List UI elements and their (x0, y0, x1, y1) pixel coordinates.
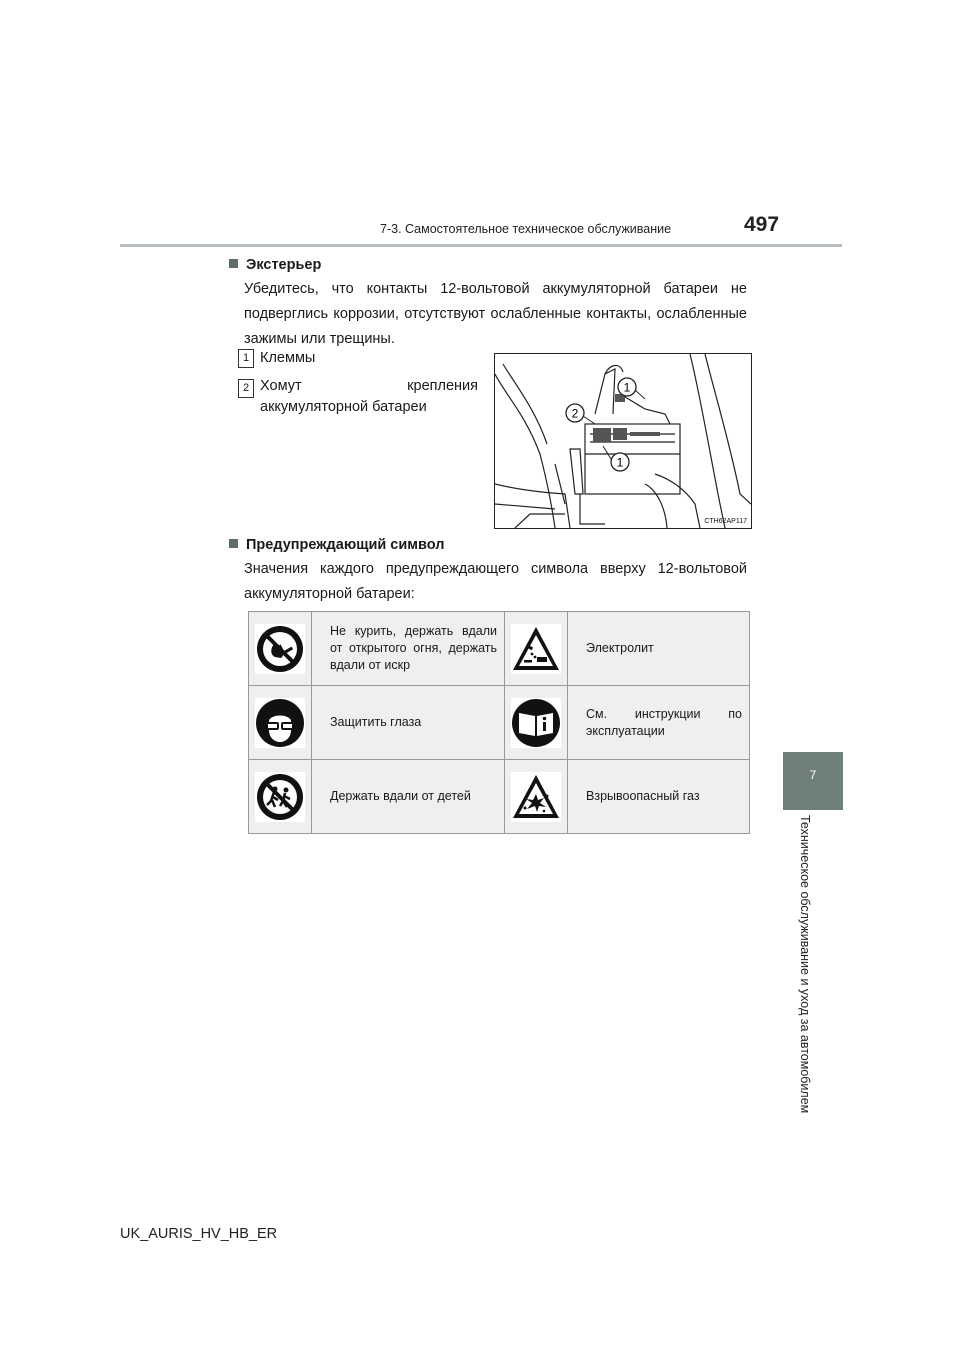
figure-marker-1-top: 1 (623, 380, 631, 395)
document-code: UK_AURIS_HV_HB_ER (120, 1226, 278, 1242)
callout-label-clamp-line1: Хомут крепления (260, 378, 478, 394)
warning-heading-text: Предупреждающий символ (246, 537, 445, 553)
table-cell-icon (249, 686, 312, 760)
warning-paragraph: Значения каждого предупреждающего символа вверху 12-вольтовой аккумуляторной батареи: (244, 561, 747, 602)
table-cell-label: Не курить, держать вдали от открытого огня, держать вдали от искр (312, 612, 505, 686)
figure-marker-1-bottom: 1 (616, 455, 624, 470)
warning-heading (229, 537, 444, 553)
figure-code: CTH62AP117 (704, 518, 747, 525)
running-header-section: 7-3. Самостоятельное техническое обслуживание (380, 222, 672, 236)
heading-square-icon (229, 539, 238, 548)
table-row (249, 686, 750, 760)
exterior-paragraph: Убедитесь, что контакты 12-вольтовой аккумуляторной батареи не подверглись коррозии, отсутствуют ослабленные контакты, ослабленные зажимы или трещины. (244, 281, 747, 347)
callout-number-1: 1 (238, 349, 254, 368)
heading-square-icon (229, 259, 238, 268)
figure-marker-2: 2 (571, 406, 579, 421)
callout-label-terminals: Клеммы (260, 350, 316, 366)
exterior-heading-text: Экстерьер (246, 257, 322, 273)
table-cell-label: См. инструкции по эксплуатации (568, 686, 750, 760)
table-cell-icon (505, 760, 568, 834)
exterior-heading (229, 257, 321, 273)
table-cell-label: Держать вдали от детей (312, 760, 505, 834)
table-cell-label: Взрывоопасный газ (568, 760, 750, 834)
chapter-tab-number: 7 (809, 768, 817, 782)
callout-number-2: 2 (238, 379, 254, 398)
battery-illustration (494, 353, 752, 529)
table-cell-icon (249, 760, 312, 834)
warning-symbols-table (248, 611, 750, 834)
header-rule (120, 244, 842, 247)
table-cell-icon (505, 612, 568, 686)
table-row (249, 612, 750, 686)
explosive-gas-icon (511, 772, 561, 822)
electrolyte-corrosive-icon (511, 624, 561, 674)
no-smoking-fire-icon (255, 624, 305, 674)
callout-label-clamp-line2: аккумуляторной батареи (260, 399, 427, 415)
eye-protection-icon (255, 698, 305, 748)
battery-drawing (495, 354, 751, 528)
table-cell-label: Электролит (568, 612, 750, 686)
chapter-tab-title: Техническое обслуживание и уход за автомобилем (798, 815, 812, 1114)
table-cell-icon (249, 612, 312, 686)
table-cell-label: Защитить глаза (312, 686, 505, 760)
read-manual-icon (511, 698, 561, 748)
table-cell-icon (505, 686, 568, 760)
keep-away-children-icon (255, 772, 305, 822)
table-row (249, 760, 750, 834)
page-number: 497 (744, 213, 780, 236)
